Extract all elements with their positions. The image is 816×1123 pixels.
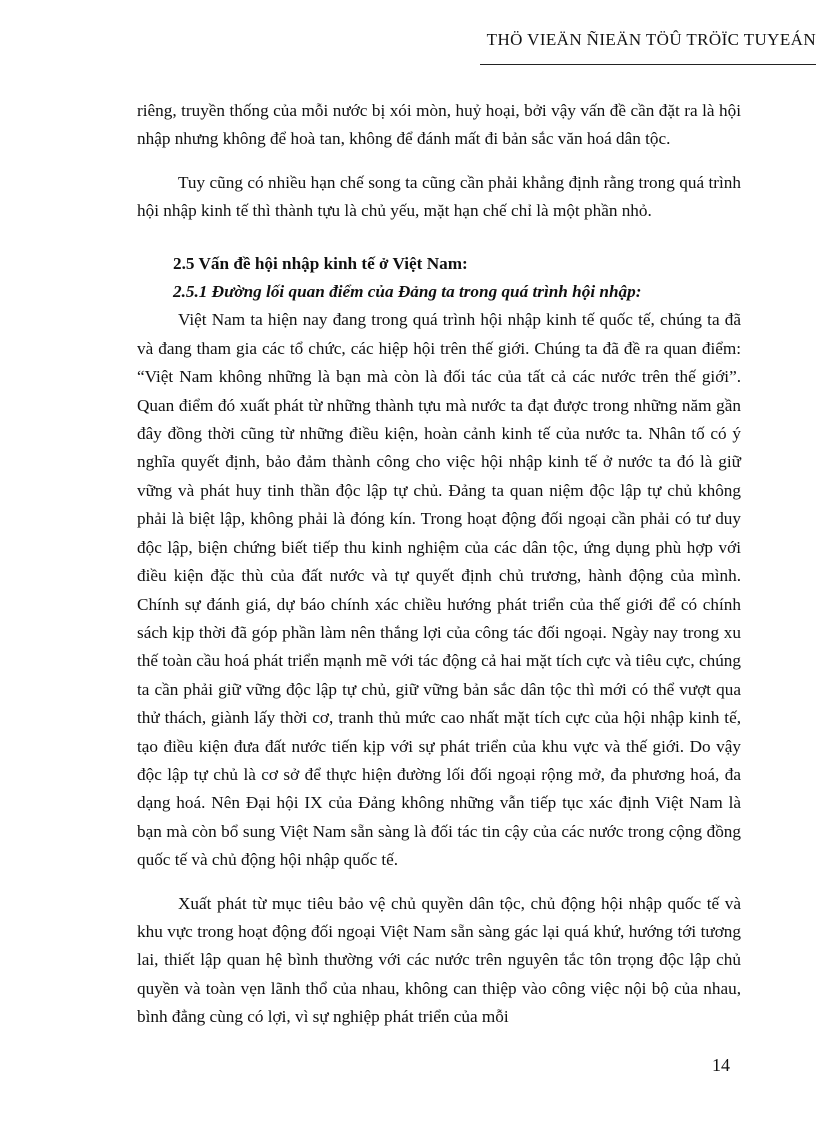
section-heading-2-5: 2.5 Vấn đề hội nhập kinh tế ở Việt Nam: bbox=[173, 253, 468, 273]
page-body bbox=[137, 97, 741, 1032]
paragraph-party-policy: Việt Nam ta hiện nay đang trong quá trình hội nhập kinh tế quốc tế, chúng ta đã và đang tham gia các tổ chức, các hiệp hội trên thế giới. Chúng ta đã đề ra quan điểm: “Việt Nam không những là bạn mà còn là đối tác của tất cả các nước trên thế giới”. Quan điểm đó xuất phát từ những thành tựu mà nước ta đạt được trong những năm gần đây đồng thời cũng từ những điều kiện, hoàn cảnh kinh tế của nước ta. Nhân tố có ý nghĩa quyết định, bảo đảm thành công cho việc hội nhập kinh tế ở nước ta đó là giữ vững và phát huy tinh thần độc lập tự chủ. Đảng ta quan niệm độc lập tự chủ không phải là biệt lập, không phải là đóng kín. Trong hoạt động đối ngoại cần phải có tư duy độc lập, biện chứng biết tiếp thu kinh nghiệm của các dân tộc, ứng dụng phù hợp với điều kiện đặc thù của đất nước và tự quyết định chủ trương, hành động của mình. Chính sự đánh giá, dự báo chính xác chiều hướng phát triển của thế giới để có chính sách kịp thời đã góp phần làm nên thắng lợi của công tác đối ngoại. Ngày nay trong xu thế toàn cầu hoá phát triển mạnh mẽ với tác động cả hai mặt tích cực và tiêu cực, chúng ta cần phải giữ vững độc lập tự chủ, giữ vững bản sắc dân tộc thì mới có thể vượt qua thử thách, giành lấy thời cơ, tranh thủ mức cao nhất mặt tích cực của hội nhập kinh tế, tạo điều kiện đưa đất nước tiến kịp với sự phát triển của khu vực và thế giới. Do vậy độc lập tự chủ là cơ sở để thực hiện đường lối đối ngoại rộng mở, đa phương hoá, đa dạng hoá. Nên Đại hội IX của Đảng không những vẫn tiếp tục xác định Việt Nam là bạn mà còn bổ sung Việt Nam sẵn sàng là đối tác tin cậy của các nước trong cộng đồng quốc tế và chủ động hội nhập quốc tế. bbox=[137, 310, 741, 870]
paragraph-foreign-relations: Xuất phát từ mục tiêu bảo vệ chủ quyền dân tộc, chủ động hội nhập quốc tế và khu vực trong hoạt động đối ngoại Việt Nam sẵn sàng gác lại quá khứ, hướng tới tương lai, thiết lập quan hệ bình thường với các nước trên nguyên tắc tôn trọng độc lập chủ quyền và toàn vẹn lãnh thổ của nhau, không can thiệp vào công việc nội bộ của nhau, bình đẳng cùng có lợi, vì sự nghiệp phát triển của mỗi bbox=[137, 893, 741, 1027]
header-rule bbox=[480, 64, 816, 65]
page-number: 14 bbox=[712, 1055, 730, 1075]
running-header: THÖ VIEÄN ÑIEÄN TÖÛ TRÖÏC TUYEÁN bbox=[486, 30, 816, 49]
paragraph-continuation: riêng, truyền thống của mỗi nước bị xói mòn, huỷ hoại, bởi vậy vấn đề cần đặt ra là hội nhập nhưng không để hoà tan, không để đánh mất đi bản sắc văn hoá dân tộc. bbox=[137, 101, 741, 149]
paragraph-limitations: Tuy cũng có nhiều hạn chế song ta cũng cần phải khẳng định rằng trong quá trình hội nhập kinh tế thì thành tựu là chủ yếu, mặt hạn chế chỉ là một phần nhỏ. bbox=[137, 172, 741, 221]
subsection-heading-2-5-1: 2.5.1 Đường lối quan điểm của Đảng ta trong quá trình hội nhập: bbox=[173, 282, 642, 302]
